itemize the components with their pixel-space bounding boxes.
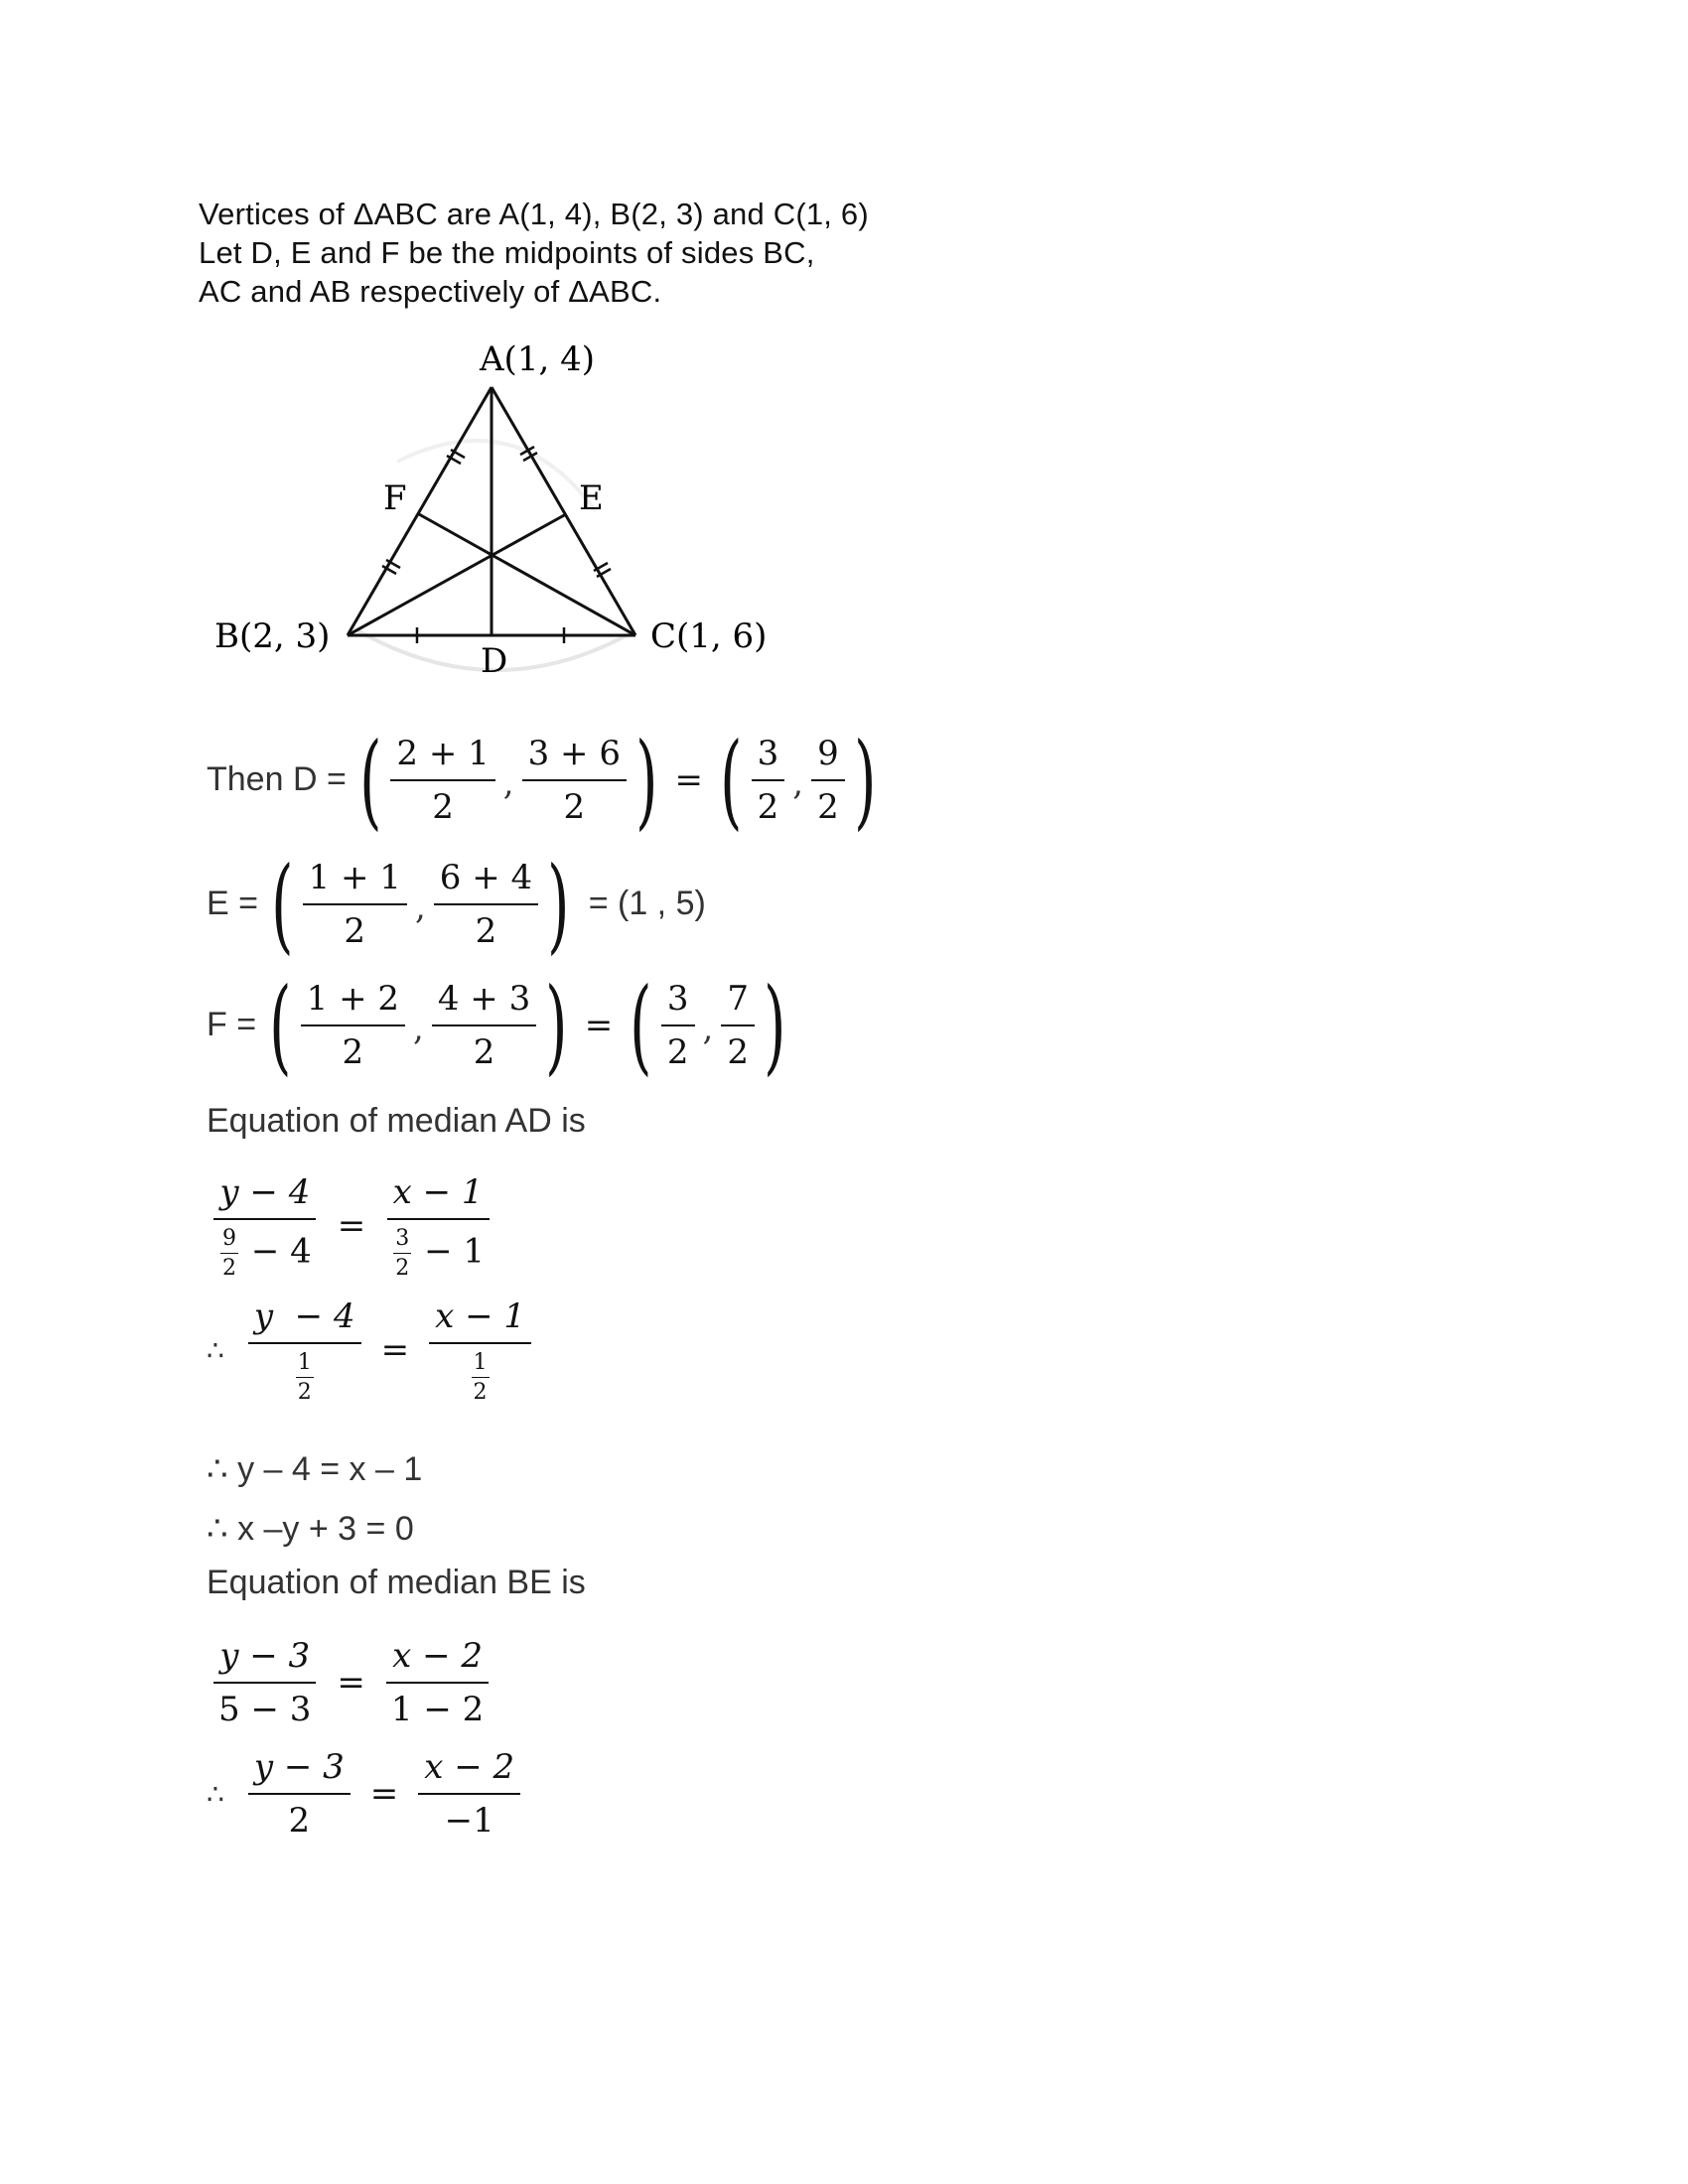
ad-rhs-fraction bbox=[385, 1172, 491, 1281]
median-cf bbox=[419, 514, 635, 635]
e-prefix: E = bbox=[207, 885, 258, 922]
d-result-x bbox=[752, 734, 785, 827]
median-be-equation-2 bbox=[207, 1739, 526, 1848]
therefore-symbol: ∴ bbox=[207, 1333, 224, 1367]
side-ac bbox=[492, 387, 635, 635]
numerator: 1 + 2 bbox=[301, 979, 405, 1026]
close-paren: ) bbox=[853, 719, 877, 841]
denominator bbox=[288, 1344, 322, 1405]
side-ab bbox=[348, 387, 492, 635]
equals-sign: = bbox=[337, 1663, 365, 1703]
denominator: −1 bbox=[444, 1801, 494, 1841]
median-be-equation-1 bbox=[207, 1628, 495, 1737]
ad-rhs-fraction-2 bbox=[429, 1297, 531, 1405]
f-x-fraction bbox=[301, 979, 405, 1072]
equals-sign: = bbox=[380, 1330, 410, 1370]
label-f: F bbox=[383, 478, 407, 518]
numerator: 2 + 1 bbox=[390, 734, 494, 781]
denominator: 1 − 2 bbox=[390, 1690, 485, 1729]
numerator: y − 3 bbox=[213, 1636, 316, 1684]
label-e: E bbox=[579, 478, 604, 518]
numerator: 1 bbox=[472, 1350, 490, 1378]
ad-lhs-fraction-2 bbox=[248, 1297, 361, 1405]
denominator: 2 bbox=[432, 786, 454, 827]
numerator: 3 bbox=[661, 979, 695, 1026]
numerator: 9 bbox=[220, 1226, 238, 1254]
numerator: x − 1 bbox=[387, 1172, 490, 1220]
be-rhs-fraction-2 bbox=[418, 1747, 520, 1841]
label-a: A(1, 4) bbox=[480, 340, 595, 379]
intro-line-3: AC and AB respectively of ΔABC. bbox=[199, 274, 662, 309]
intro-line-2: Let D, E and F be the midpoints of sides BC, bbox=[199, 235, 815, 270]
median-ad-simplified-1: ∴ y – 4 = x – 1 bbox=[207, 1450, 423, 1488]
numerator: 3 bbox=[752, 734, 785, 781]
denominator: 2 bbox=[342, 1031, 364, 1072]
numerator: y − 3 bbox=[248, 1747, 351, 1795]
denominator: 2 bbox=[475, 910, 497, 951]
midpoint-d-equation bbox=[207, 719, 879, 841]
f-result-x bbox=[661, 979, 695, 1072]
f-prefix: F = bbox=[207, 1006, 257, 1043]
e-x-fraction bbox=[303, 858, 407, 951]
d-result-y bbox=[811, 734, 845, 827]
open-paren: ( bbox=[720, 719, 743, 841]
denominator bbox=[385, 1220, 491, 1281]
open-paren: ( bbox=[271, 843, 294, 965]
denominator: 2 bbox=[666, 1031, 689, 1072]
numerator: y − 4 bbox=[213, 1172, 316, 1220]
denominator: 2 bbox=[563, 786, 586, 827]
close-paren: ) bbox=[764, 964, 786, 1086]
numerator: 7 bbox=[721, 979, 755, 1026]
e-result: = (1 , 5) bbox=[588, 885, 706, 922]
open-paren: ( bbox=[269, 964, 292, 1086]
ad-lhs-fraction bbox=[212, 1172, 318, 1281]
be-lhs-fraction-2 bbox=[248, 1747, 351, 1841]
close-paren: ) bbox=[545, 964, 568, 1086]
median-ad-simplified-2: ∴ x –y + 3 = 0 bbox=[207, 1510, 414, 1548]
nested-fraction bbox=[472, 1350, 490, 1405]
denominator bbox=[464, 1344, 497, 1405]
close-paren: ) bbox=[547, 843, 570, 965]
denominator-rest: − 1 bbox=[424, 1231, 485, 1271]
median-ad-equation-2 bbox=[207, 1291, 537, 1410]
denominator: 2 bbox=[288, 1801, 311, 1841]
triangle-diagram bbox=[199, 333, 814, 700]
median-be bbox=[348, 514, 566, 635]
equals-sign: = bbox=[674, 759, 704, 800]
f-y-fraction bbox=[432, 979, 536, 1072]
equals-sign: = bbox=[337, 1206, 366, 1246]
numerator: 3 + 6 bbox=[522, 734, 627, 781]
denominator: 2 bbox=[817, 786, 839, 827]
nested-fraction bbox=[220, 1226, 238, 1281]
denominator bbox=[212, 1220, 318, 1281]
label-c: C(1, 6) bbox=[650, 616, 768, 656]
nested-fraction bbox=[393, 1226, 411, 1281]
d-x-fraction bbox=[390, 734, 494, 827]
numerator: 4 + 3 bbox=[432, 979, 536, 1026]
denominator: 2 bbox=[473, 1031, 495, 1072]
be-lhs-fraction bbox=[212, 1636, 317, 1729]
denominator-rest: − 4 bbox=[250, 1231, 312, 1271]
close-paren: ) bbox=[635, 719, 658, 841]
denominator: 2 bbox=[757, 786, 779, 827]
numerator: x − 2 bbox=[386, 1636, 489, 1684]
denominator: 2 bbox=[727, 1031, 749, 1072]
numerator: y − 4 bbox=[248, 1297, 361, 1344]
comma: , bbox=[413, 1009, 424, 1048]
denominator: 2 bbox=[297, 1379, 312, 1405]
midpoint-f-equation bbox=[207, 964, 789, 1086]
intro-line-1: Vertices of ΔABC are A(1, 4), B(2, 3) and C(1, 6) bbox=[199, 197, 869, 231]
median-be-heading: Equation of median BE is bbox=[207, 1564, 586, 1601]
open-paren: ( bbox=[358, 719, 382, 841]
denominator: 2 bbox=[395, 1255, 410, 1281]
open-paren: ( bbox=[630, 964, 652, 1086]
denominator: 2 bbox=[222, 1255, 236, 1281]
denominator: 2 bbox=[473, 1379, 488, 1405]
midpoint-e-equation bbox=[207, 843, 706, 965]
comma: , bbox=[702, 1009, 714, 1048]
median-ad-equation-1 bbox=[207, 1166, 496, 1286]
comma: , bbox=[502, 763, 514, 803]
be-rhs-fraction bbox=[385, 1636, 490, 1729]
nested-fraction bbox=[296, 1350, 314, 1405]
comma: , bbox=[792, 763, 804, 803]
label-d: D bbox=[481, 641, 508, 681]
median-ad-heading: Equation of median AD is bbox=[207, 1102, 586, 1140]
numerator: 1 + 1 bbox=[303, 858, 407, 905]
denominator: 5 − 3 bbox=[218, 1690, 312, 1729]
d-prefix: Then D = bbox=[207, 760, 347, 798]
f-result-y bbox=[721, 979, 755, 1072]
equals-sign: = bbox=[584, 1005, 614, 1045]
intro-paragraph bbox=[199, 195, 869, 311]
therefore-symbol: ∴ bbox=[207, 1777, 224, 1811]
numerator: 9 bbox=[811, 734, 845, 781]
denominator: 2 bbox=[344, 910, 366, 951]
equals-sign: = bbox=[369, 1774, 399, 1814]
numerator: 6 + 4 bbox=[434, 858, 538, 905]
comma: , bbox=[414, 887, 426, 927]
numerator: 1 bbox=[296, 1350, 314, 1378]
numerator: 3 bbox=[393, 1226, 411, 1254]
label-b: B(2, 3) bbox=[214, 616, 331, 656]
numerator: x − 2 bbox=[418, 1747, 520, 1795]
d-y-fraction bbox=[522, 734, 627, 827]
e-y-fraction bbox=[434, 858, 538, 951]
numerator: x − 1 bbox=[429, 1297, 531, 1344]
